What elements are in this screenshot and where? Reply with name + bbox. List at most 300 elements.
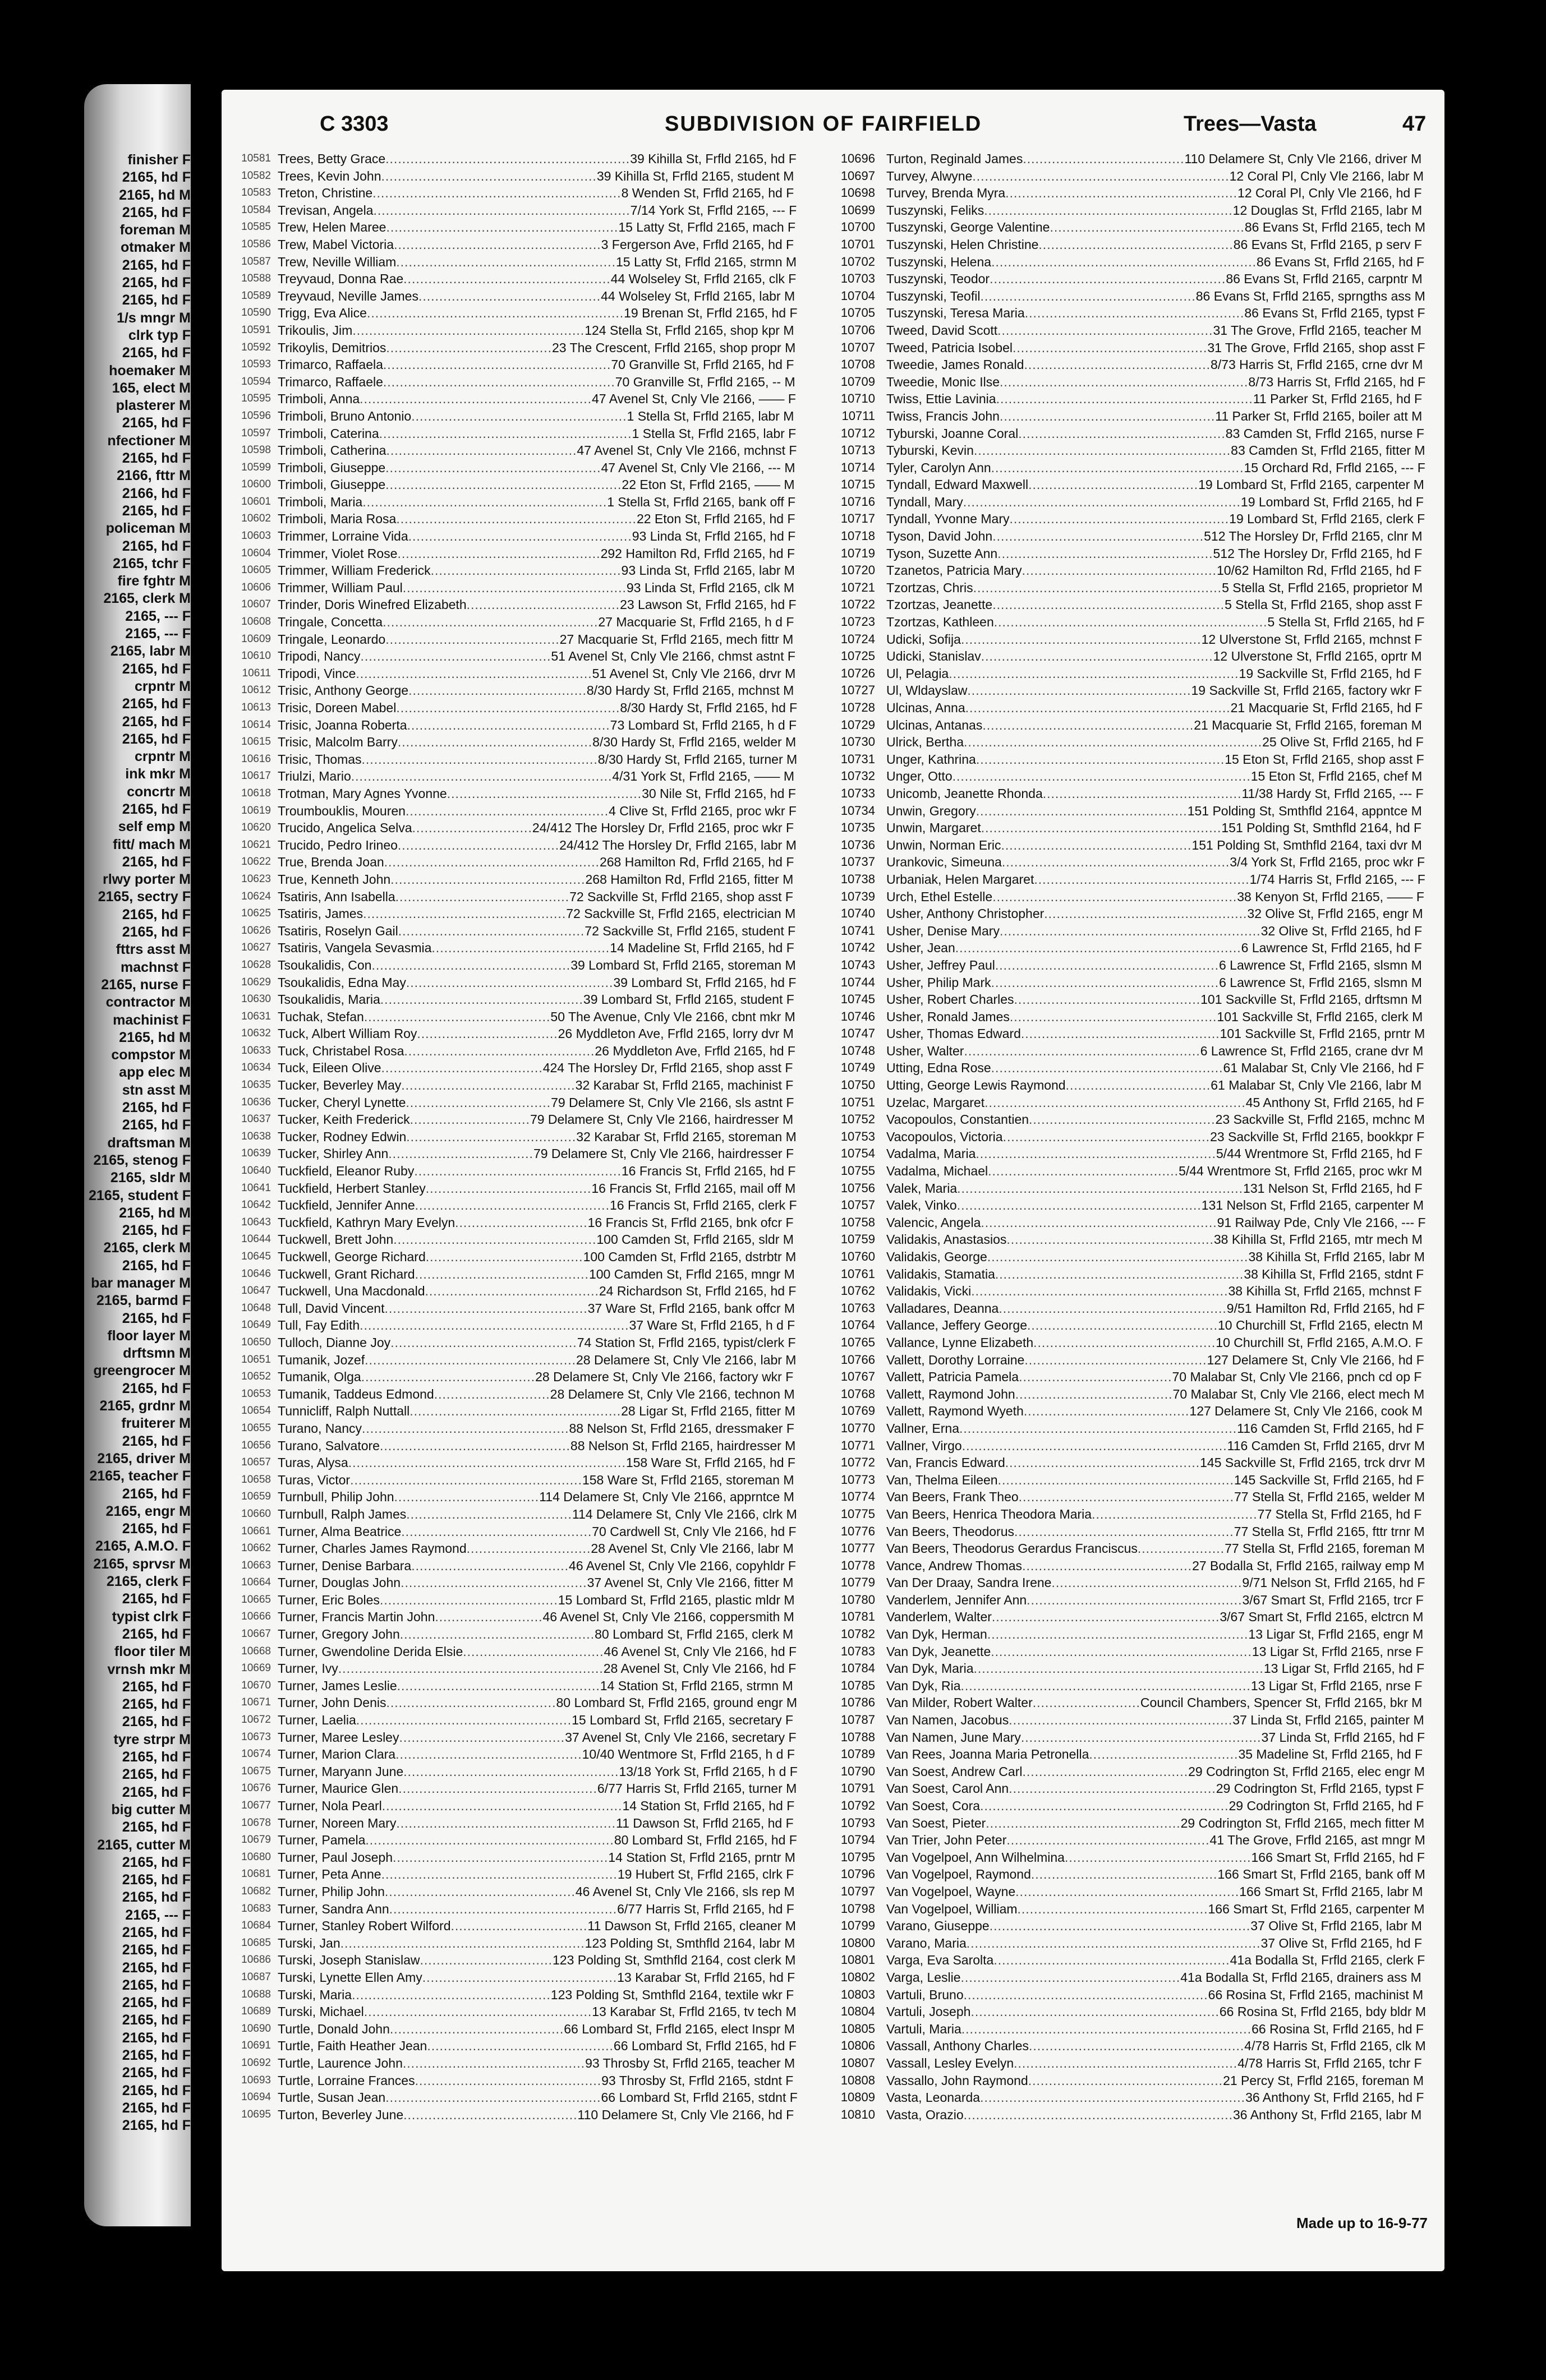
directory-entry (830, 837, 1433, 854)
entry-name: Ulcinas, Antanas (886, 717, 983, 732)
entry-address: 16 Francis St, Frfld 2165, hd F (621, 1164, 796, 1179)
dot-leader: ............................................ (1033, 1335, 1216, 1350)
entry-number: 10792 (840, 1798, 875, 1812)
strip-line: 2165, --- F (125, 608, 191, 624)
entry-name: Turner, Maree Lesley (278, 1729, 399, 1745)
entry-name: Tuszynski, Helen Christine (886, 237, 1039, 252)
dot-leader: ................................................................ (961, 1438, 1227, 1453)
entry-name: Turner, Philip John (278, 1884, 385, 1899)
entry-number: 10611 (242, 667, 271, 679)
directory-entry (830, 1626, 1433, 1643)
entry-address: 21 Macquarie St, Frfld 2165, hd F (1230, 700, 1423, 715)
entry-address: 6 Lawrence St, Frfld 2165, crane dvr M (1200, 1043, 1424, 1058)
entry-name: Van Soest, Andrew Carl (886, 1764, 1023, 1779)
directory-entry (830, 1592, 1433, 1609)
directory-entry (830, 1111, 1433, 1128)
entry-name: Treyvaud, Neville James (278, 288, 418, 303)
strip-line: 2165, engr M (105, 1503, 191, 1519)
entry-address: 93 Linda St, Frfld 2165, clk M (626, 580, 795, 595)
entry-name: Ulrick, Bertha (886, 735, 964, 750)
entry-name: Usher, Denise Mary (886, 923, 1000, 938)
dot-leader: ............................................... (1038, 237, 1234, 252)
directory-entry (222, 717, 805, 734)
entry-number: 10645 (241, 1251, 271, 1262)
entry-address: 61 Malabar St, Cnly Vle 2166, hd F (1223, 1060, 1424, 1076)
entry-address: 15 Eton St, Frfld 2165, shop asst F (1225, 751, 1424, 767)
entry-name: Tsoukalidis, Edna May (278, 975, 406, 990)
dot-leader: ......................................................... (981, 1215, 1217, 1230)
entry-number: 10620 (241, 822, 271, 834)
dot-leader: ................................ (420, 1953, 553, 1968)
dot-leader: ..................................................... (396, 1815, 616, 1830)
dot-leader: ............................................... (986, 1815, 1181, 1830)
directory-entry (830, 1797, 1433, 1815)
entry-number: 10806 (840, 2038, 875, 2053)
dot-leader: .............................................. (1001, 837, 1192, 852)
dot-leader: ................................................. (380, 992, 583, 1007)
entry-name: Vartuli, Maria (886, 2021, 961, 2036)
entry-number: 10763 (840, 1300, 875, 1315)
dot-leader: ............................................. (395, 1747, 582, 1762)
entry-address: 51 Avenel St, Cnly Vle 2166, chmst astnt F (551, 649, 795, 664)
strip-line: 2165, stenog F (93, 1152, 191, 1168)
entry-address: 61 Malabar St, Cnly Vle 2166, labr M (1211, 1078, 1422, 1093)
entry-number: 10810 (840, 2107, 875, 2121)
entry-address: 28 Delamere St, Cnly Vle 2166, technon M (550, 1386, 795, 1401)
directory-entry (830, 1780, 1433, 1797)
entry-address: 8/30 Hardy St, Frfld 2165, hd F (620, 700, 798, 715)
dot-leader: .............................. (466, 1541, 591, 1556)
entry-address: 86 Evans St, Frfld 2165, typst F (1244, 306, 1425, 321)
entry-address: 70 Granville St, Frfld 2165, -- M (615, 374, 795, 389)
dot-leader: ........................................................ (386, 220, 619, 235)
dot-leader: ................................................................ (991, 254, 1257, 269)
entry-name: Turner, Gwendoline Derida Elsie (278, 1644, 463, 1659)
dot-leader: ................................................................. (360, 1318, 629, 1333)
entry-address: 8/30 Hardy St, Frfld 2165, welder M (592, 735, 797, 750)
entry-address: 292 Hamilton Rd, Frfld 2165, hd F (600, 546, 795, 561)
dot-leader: ................................................... (365, 1352, 576, 1367)
entry-name: Tzortzas, Kathleen (886, 615, 994, 630)
dot-leader: .................................. (463, 1644, 604, 1659)
dot-leader: ........................................................ (360, 391, 592, 407)
entry-number: 10691 (241, 2040, 271, 2052)
directory-entry (830, 1763, 1433, 1781)
entry-number: 10631 (241, 1010, 271, 1022)
strip-line: floor tiler M (114, 1644, 191, 1660)
entry-name: Vallner, Virgo (886, 1438, 962, 1453)
strip-line: 2165, --- F (125, 626, 191, 642)
strip-line: compstor M (111, 1047, 191, 1063)
entry-address: 74 Station St, Frfld 2165, typist/clerk F (577, 1335, 796, 1350)
dot-leader: ...................................................................... (949, 666, 1239, 681)
entry-name: Turski, Joseph Stanislaw (278, 1953, 420, 1968)
entry-number: 10612 (241, 684, 271, 697)
entry-number: 10728 (840, 700, 875, 714)
dot-leader: ............................................................ (372, 186, 622, 201)
dot-leader: ......................................................... (385, 477, 622, 492)
entry-number: 10699 (840, 202, 875, 217)
directory-entry (830, 1969, 1433, 1986)
entry-address: 268 Hamilton Rd, Frfld 2165, fitter M (585, 871, 794, 887)
entry-number: 10650 (241, 1336, 271, 1348)
entry-address: 14 Station St, Frfld 2165, hd F (622, 1798, 795, 1813)
dot-leader: ........................................... (431, 940, 610, 956)
dot-leader: ..................................... (466, 597, 620, 612)
strip-line: 2165, hd F (122, 2065, 191, 2081)
dot-leader: ................................... (406, 1095, 551, 1110)
entry-address: 512 The Horsley Dr, Frfld 2165, clnr M (1204, 529, 1423, 544)
directory-entry (222, 1180, 805, 1197)
entry-number: 10644 (241, 1233, 271, 1246)
entry-number: 10693 (241, 2074, 271, 2086)
strip-line: 2165, hd F (122, 661, 191, 677)
dot-leader: ............................................. (1029, 1112, 1216, 1127)
strip-line: stn asst M (122, 1082, 191, 1098)
dot-leader: .............................................. (384, 1884, 576, 1899)
directory-entry (222, 923, 805, 940)
entry-address: 16 Francis St, Frfld 2165, bnk ofcr F (587, 1215, 794, 1230)
entry-name: Tuckwell, Grant Richard (278, 1266, 415, 1281)
dot-leader: ............................................. (1024, 357, 1211, 372)
entry-number: 10651 (241, 1353, 271, 1366)
entry-address: 35 Madeline St, Frfld 2165, hd F (1238, 1747, 1423, 1762)
entry-number: 10782 (840, 1627, 875, 1641)
directory-entry (830, 1403, 1433, 1420)
directory-entry (222, 339, 805, 357)
directory-entry (222, 991, 805, 1008)
directory-entry (830, 1952, 1433, 1969)
entry-address: 14 Station St, Frfld 2165, prntr M (608, 1849, 795, 1865)
strip-line: 2165, hd F (122, 1521, 191, 1537)
dot-leader: ...................................................... (1015, 1884, 1240, 1899)
entry-address: 22 Eton St, Frfld 2165, —— M (622, 477, 795, 492)
entry-address: 14 Station St, Frfld 2165, strmn M (600, 1678, 793, 1693)
entry-number: 10664 (241, 1576, 271, 1589)
directory-entry (830, 1540, 1433, 1557)
entry-name: Usher, Walter (886, 1043, 964, 1058)
entry-number: 10593 (241, 358, 271, 371)
entry-address: 37 Ware St, Frfld 2165, bank offcr M (587, 1300, 795, 1316)
directory-entry (830, 682, 1433, 699)
dot-leader: ......................................... (1022, 1558, 1193, 1573)
entry-address: 6 Lawrence St, Frfld 2165, slsmn M (1219, 975, 1422, 990)
directory-entry (222, 974, 805, 991)
strip-line: 2165, hd F (122, 1310, 191, 1326)
entry-address: 7/14 York St, Frfld 2165, --- F (630, 202, 797, 218)
entry-name: Tumanik, Olga (278, 1369, 361, 1385)
directory-entry (222, 1917, 805, 1935)
dot-leader: ................................................................... (963, 494, 1241, 509)
dot-leader: ........................................................... (963, 1987, 1208, 2002)
dot-leader: ........................................ (406, 1506, 572, 1521)
entry-number: 10804 (840, 2004, 875, 2019)
entry-number: 10690 (241, 2022, 271, 2035)
entry-number: 10599 (241, 461, 271, 473)
directory-entry (222, 1712, 805, 1729)
directory-entry (222, 1008, 805, 1026)
entry-name: Trees, Betty Grace (278, 151, 386, 166)
entry-address: 4 Clive St, Frfld 2165, proc wkr F (609, 803, 797, 818)
entry-address: 116 Camden St, Frfld 2165, hd F (1237, 1420, 1424, 1436)
entry-number: 10657 (241, 1456, 271, 1469)
entry-number: 10787 (840, 1713, 875, 1727)
entry-name: Vance, Andrew Thomas (886, 1558, 1023, 1573)
entry-number: 10798 (840, 1901, 875, 1916)
dot-leader: .............................................................. (366, 306, 624, 321)
strip-line: 2165, hd F (122, 538, 191, 554)
entry-number: 10705 (840, 306, 875, 320)
entry-name: Turnbull, Ralph James (278, 1506, 407, 1521)
directory-entry (222, 819, 805, 837)
entry-address: 38 Kenyon St, Frfld 2165, —— F (1237, 889, 1424, 904)
entry-name: Turski, Jan (278, 1935, 341, 1950)
entry-address: 12 Douglas St, Frfld 2165, labr M (1232, 202, 1423, 218)
dot-leader: ................................................................... (959, 1420, 1237, 1436)
dot-leader: ...................................................... (408, 529, 632, 544)
dot-leader: ........................................ (1023, 1404, 1190, 1419)
entry-number: 10587 (241, 255, 271, 267)
dot-leader: .......................................... (415, 1266, 589, 1281)
entry-number: 10688 (241, 1988, 271, 2000)
directory-entry (830, 2003, 1433, 2021)
entry-address: 424 The Horsley Dr, Frfld 2165, shop asst F (542, 1060, 793, 1076)
dot-leader: .................................................. (414, 1164, 622, 1179)
entry-name: Usher, Anthony Christopher (886, 906, 1045, 921)
entry-address: 47 Avenel St, Cnly Vle 2166, --- M (601, 460, 795, 475)
directory-entry (222, 408, 805, 425)
entry-address: 80 Lombard St, Frfld 2165, ground engr M (556, 1695, 798, 1710)
entry-address: 66 Lombard St, Frfld 2165, elect Inspr M (564, 2021, 795, 2036)
strip-line: machnst F (120, 959, 191, 975)
entry-address: 100 Camden St, Frfld 2165, dstrbtr M (583, 1249, 797, 1264)
entry-address: 123 Polding St, Smthfld 2164, labr M (585, 1935, 795, 1950)
entry-number: 10697 (840, 168, 875, 183)
entry-number: 10776 (840, 1524, 875, 1538)
entry-number: 10735 (840, 820, 875, 835)
dot-leader: ......................................................... (361, 751, 598, 767)
entry-number: 10582 (241, 169, 271, 182)
entry-address: 66 Lombard St, Frfld 2165, stdnt F (601, 2090, 798, 2105)
strip-line: greengrocer M (93, 1363, 191, 1379)
entry-number: 10659 (241, 1491, 271, 1503)
entry-number: 10598 (241, 444, 271, 456)
strip-line: 2165, --- F (125, 1907, 191, 1923)
entry-number: 10692 (241, 2056, 271, 2069)
entry-address: 11 Parker St, Frfld 2165, hd F (1253, 391, 1423, 407)
strip-line: 2165, hd F (122, 1766, 191, 1783)
entry-name: Valek, Vinko (886, 1198, 957, 1213)
entry-number: 10602 (241, 513, 271, 525)
strip-line: contractor M (105, 994, 191, 1011)
entry-address: 116 Camden St, Frfld 2165, drvr M (1227, 1438, 1425, 1453)
entry-number: 10753 (840, 1129, 875, 1143)
entry-address: 88 Nelson St, Frfld 2165, dressmaker F (569, 1420, 794, 1436)
entry-name: Vanderlem, Jennifer Ann (886, 1592, 1027, 1607)
dot-leader: .............................................. (1051, 1575, 1243, 1590)
strip-line: 2165, hd F (122, 1257, 191, 1274)
entry-name: Turner, Maurice Glen (278, 1781, 399, 1796)
dot-leader: .................................................. (1006, 1232, 1214, 1247)
entry-address: 512 The Horsley Dr, Frfld 2165, hd F (1213, 546, 1423, 561)
entry-number: 10779 (840, 1575, 875, 1590)
directory-entry (830, 1231, 1433, 1248)
page-number: 47 (1402, 112, 1427, 136)
directory-entry (222, 2106, 805, 2124)
entry-name: Trew, Neville William (278, 254, 397, 269)
directory-entry (222, 1454, 805, 1472)
entry-number: 10591 (241, 324, 271, 336)
entry-name: Turski, Maria (278, 1987, 352, 2002)
entry-name: Tucker, Keith Frederick (278, 1112, 410, 1127)
directory-entry (830, 562, 1433, 579)
strip-line: 2165, clerk M (103, 1240, 191, 1256)
entry-number: 10797 (840, 1884, 875, 1898)
directory-entry (222, 1746, 805, 1763)
entry-address: 145 Sackville St, Frfld 2165, trck drvr M (1200, 1455, 1425, 1470)
entry-address: 8/73 Harris St, Frfld 2165, crne dvr M (1211, 357, 1423, 372)
entry-name: Tsatiris, Roselyn Gail (278, 923, 398, 938)
entry-name: Tuckwell, George Richard (278, 1249, 426, 1264)
dot-leader: ................................................... (409, 1404, 622, 1419)
entry-address: 110 Delamere St, Cnly Vle 2166, driver M (1184, 151, 1422, 166)
dot-leader: .......................................................... (381, 1798, 623, 1813)
entry-name: Twiss, Ettie Lavinia (886, 391, 996, 407)
strip-line: 2165, hd F (122, 1889, 191, 1906)
entry-number: 10701 (840, 237, 875, 251)
dot-leader: ................................................................ (980, 2090, 1246, 2105)
dot-leader: .................................................... (1029, 2038, 1245, 2054)
entry-address: 5 Stella St, Frfld 2165, hd F (1267, 615, 1425, 630)
entry-address: 46 Avenel St, Cnly Vle 2166, copyhldr F (569, 1558, 796, 1573)
right-column (830, 150, 1433, 2123)
directory-entry (830, 373, 1433, 391)
directory-entry (222, 1059, 805, 1077)
directory-entry (830, 1420, 1433, 1437)
entry-name: Turski, Michael (278, 2004, 364, 2019)
dot-leader: ..................................................................... (955, 940, 1241, 956)
directory-entry (830, 1437, 1433, 1455)
dot-leader: .................................................... (384, 855, 600, 870)
dot-leader: ........................................................... (340, 1935, 585, 1950)
entry-address: 8/30 Hardy St, Frfld 2165, turner M (597, 751, 798, 767)
entry-number: 10803 (840, 1987, 875, 2001)
adjacent-page-strip (84, 84, 191, 2226)
entry-number: 10708 (840, 357, 875, 372)
dot-leader: .......................................................... (976, 1146, 1217, 1161)
entry-name: Turner, Marion Clara (278, 1747, 396, 1762)
entry-name: Urch, Ethel Estelle (886, 889, 993, 904)
entry-name: Tyler, Carolyn Ann (886, 460, 991, 475)
dot-leader: ...................................................... (1009, 1713, 1233, 1728)
entry-address: 31 The Grove, Frfld 2165, shop asst F (1207, 340, 1425, 355)
entry-address: 80 Lombard St, Frfld 2165, hd F (614, 1833, 797, 1848)
dot-leader: ......................................... (406, 1129, 577, 1144)
entry-name: Tunnicliff, Ralph Nuttall (278, 1404, 410, 1419)
directory-entry (222, 425, 805, 442)
dot-leader: ................................................ (371, 957, 571, 972)
dot-leader: .............................................. (401, 1524, 592, 1539)
dot-leader: ............................................. (1014, 992, 1201, 1007)
entry-name: Van Beers, Henrica Theodora Maria (886, 1506, 1092, 1521)
entry-address: 10/40 Wentmore St, Frfld 2165, h d F (582, 1747, 795, 1762)
directory-entry (830, 1214, 1433, 1231)
entry-name: Turvey, Alwyne (886, 168, 973, 183)
entry-number: 10793 (840, 1815, 875, 1830)
dot-leader: .......................................... (361, 1369, 536, 1385)
entry-name: Tuckwell, Una Macdonald (278, 1284, 425, 1299)
directory-entry (830, 1352, 1433, 1369)
dot-leader: ............................................................... (991, 1644, 1252, 1659)
entry-number: 10800 (840, 1935, 875, 1950)
directory-entry (830, 631, 1433, 648)
entry-name: Tuck, Christabel Rosa (278, 1043, 404, 1058)
entry-number: 10680 (241, 1851, 271, 1863)
directory-entry (830, 1283, 1433, 1300)
dot-leader: .................................................. (1009, 1009, 1217, 1024)
entry-number: 10742 (840, 940, 875, 955)
entry-address: 19 Sackville St, Frfld 2165, hd F (1239, 666, 1422, 681)
strip-line: 2165, hd F (122, 906, 191, 923)
entry-address: 72 Sackville St, Frfld 2165, student F (585, 923, 796, 938)
strip-line: 2165, hd F (122, 1959, 191, 1976)
dot-leader: ............................................. (401, 1575, 587, 1590)
directory-entry (222, 1780, 805, 1797)
entry-name: Unwin, Margaret (886, 820, 981, 836)
entry-address: 9/51 Hamilton Rd, Frfld 2165, hd F (1226, 1300, 1425, 1316)
dot-leader: .................................................. (1009, 1781, 1216, 1796)
directory-entry (830, 1643, 1433, 1661)
dot-leader: .......................................... (385, 631, 560, 647)
strip-line: 2165, sectry F (98, 889, 191, 905)
directory-entry (830, 545, 1433, 562)
directory-entry (830, 1832, 1433, 1849)
strip-line: 2165, hd F (122, 1117, 191, 1133)
dot-leader: ............................................ (418, 288, 601, 303)
entry-name: Van Soest, Cora (886, 1798, 981, 1813)
entry-number: 10789 (840, 1747, 875, 1761)
directory-entry (830, 408, 1433, 425)
entry-number: 10622 (241, 856, 271, 868)
entry-address: 13 Ligar St, Frfld 2165, engr M (1248, 1627, 1424, 1642)
entry-address: 8/73 Harris St, Frfld 2165, hd F (1248, 374, 1426, 389)
dot-leader: ................................................... (992, 529, 1204, 544)
strip-line: ink mkr M (125, 766, 191, 782)
strip-line: 2165, hd F (122, 2030, 191, 2046)
directory-entry (222, 1935, 805, 1952)
entry-name: Trew, Helen Maree (278, 220, 386, 235)
entry-number: 10608 (241, 616, 271, 628)
directory-entry (222, 1763, 805, 1781)
dot-leader: ............................................... (390, 871, 586, 887)
dot-leader: ................................. (450, 1918, 588, 1934)
entry-number: 10610 (241, 650, 271, 662)
entry-name: Van Beers, Frank Theo (886, 1489, 1019, 1505)
entry-number: 10670 (241, 1679, 271, 1691)
entry-name: Tweed, David Scott (886, 322, 998, 338)
entry-address: 123 Polding St, Smthfld 2164, textile wkr F (550, 1987, 794, 2002)
entry-number: 10736 (840, 837, 875, 852)
entry-address: 36 Anthony St, Frfld 2165, hd F (1245, 2090, 1424, 2105)
entry-number: 10676 (241, 1782, 271, 1795)
entry-number: 10767 (840, 1369, 875, 1384)
entry-address: 28 Delamere St, Cnly Vle 2166, labr M (576, 1352, 797, 1367)
directory-entry (830, 1386, 1433, 1403)
directory-entry (830, 202, 1433, 219)
dot-leader: ..................... (1137, 1541, 1225, 1556)
entry-name: Trimarco, Raffaele (278, 374, 383, 389)
directory-entry (222, 2021, 805, 2038)
